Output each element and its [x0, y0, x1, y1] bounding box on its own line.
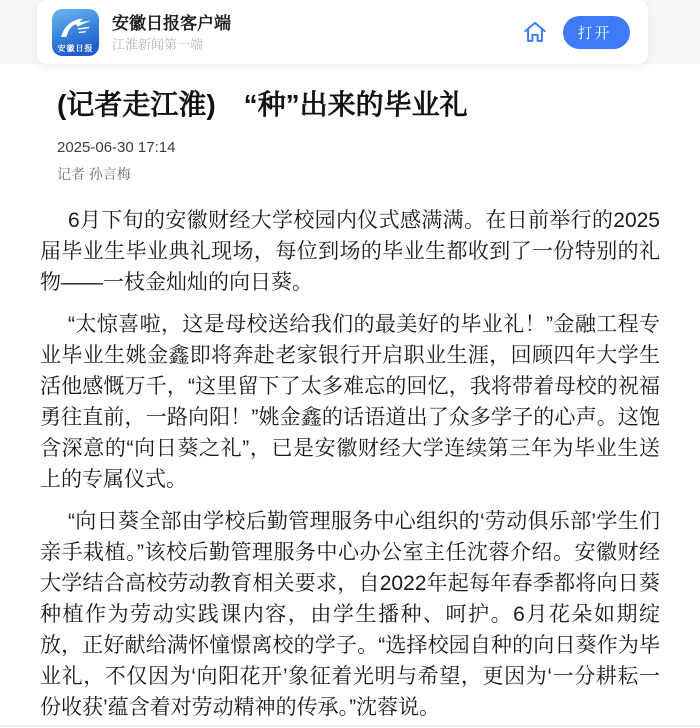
article-paragraph: 6月下旬的安徽财经大学校园内仪式感满满。在日前举行的2025届毕业生毕业典礼现场，每位到场的毕业生都收到了一份特别的礼物——一枝金灿灿的向日葵。: [40, 209, 660, 294]
home-icon[interactable]: [522, 19, 548, 45]
article-paragraph: “太惊喜啦，这是母校送给我们的最美好的毕业礼！”金融工程专业毕业生姚金鑫即将奔赴老家银行开启职业生涯，回顾四年大学生活他感慨万千，“这里留下了太多难忘的回忆，我将带着母校的祝福勇往直前，一路向阳！”姚金鑫的话语道出了众多学子的心声。这饱含深意的“向日葵之礼”，已是安徽财经大学连续第三年为毕业生送上的专属仪式。: [40, 313, 660, 491]
article-body: [40, 205, 660, 723]
article-author: 记者 孙言梅: [57, 166, 131, 182]
banner-actions: [522, 16, 630, 49]
app-meta: [112, 13, 231, 52]
app-name: 安徽日报客户端: [112, 13, 231, 33]
open-app-button[interactable]: 打开: [563, 16, 630, 49]
app-banner: [37, 0, 648, 64]
bottom-divider: [0, 725, 700, 727]
article-paragraph: “向日葵全部由学校后勤管理服务中心组织的‘劳动俱乐部’学生们亲手栽植。”该校后勤管理服务中心办公室主任沈蓉介绍。安徽财经大学结合高校劳动教育相关要求，自2022年起每年春季都将向日葵种植作为劳动实践课内容，由学生播种、呵护。6月花朵如期绽放，正好献给满怀憧憬离校的学子。“选择校园自种的向日葵作为毕业礼，不仅因为‘向阳花开’象征着光明与希望，更因为‘一分耕耘一份收获’蕴含着对劳动精神的传承。”沈蓉说。: [40, 510, 660, 719]
article-title: (记者走江淮) “种”出来的毕业礼: [57, 89, 468, 120]
article-header: [40, 86, 660, 183]
publish-time: 2025-06-30 17:14: [57, 139, 176, 156]
app-tagline: 江淮新闻第一端: [112, 36, 204, 52]
app-logo-icon: [52, 9, 99, 56]
article-content: [0, 64, 700, 723]
app-banner-zone: [0, 0, 700, 64]
app-logo-text: 安徽日报: [57, 43, 94, 53]
